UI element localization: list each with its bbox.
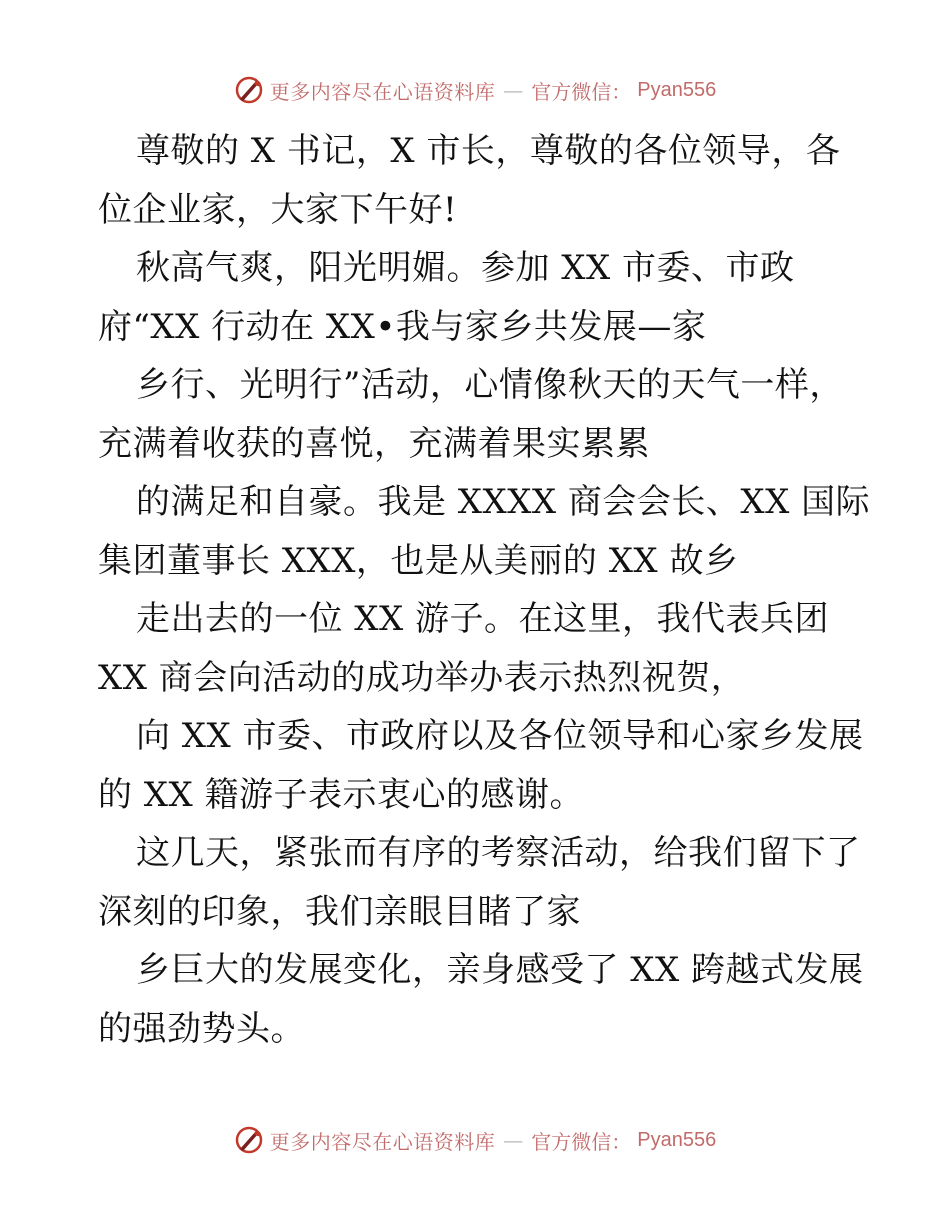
text-line: 尊敬的 X 书记，X 市长，尊敬的各位领导，各 xyxy=(136,131,841,171)
document-body xyxy=(98,122,871,1058)
text-line: 乡巨大的发展变化，亲身感受了 XX 跨越式发展 xyxy=(136,950,864,990)
banner-wechat-id: Pyan556 xyxy=(637,1128,717,1151)
banner-text: 更多内容尽在心语资料库 xyxy=(269,1129,496,1154)
text-line: 充满着收获的喜悦，充满着果实累累 xyxy=(98,423,650,464)
text-line: 乡行、光明行”活动，心情像秋天的天气一样， xyxy=(136,365,844,405)
text-line: 向 XX 市委、市政府以及各位领导和心家乡发展 xyxy=(136,716,864,756)
text-line: XX 商会向活动的成功举办表示热烈祝贺， xyxy=(98,657,746,698)
text-line: 的满足和自豪。我是 XXXX 商会会长、XX 国际 xyxy=(136,482,871,522)
banner-separator: — xyxy=(503,1128,524,1152)
header-banner xyxy=(0,70,950,110)
text-line: 秋高气爽，阳光明媚。参加 XX 市委、市政 xyxy=(136,248,795,288)
banner-separator: — xyxy=(503,78,524,102)
text-line: 府“XX 行动在 XX•我与家乡共发展—家 xyxy=(98,306,707,347)
text-line: 的 XX 籍游子表示衷心的感谢。 xyxy=(98,774,585,815)
banner-text: 更多内容尽在心语资料库 xyxy=(269,79,496,104)
text-line: 位企业家，大家下午好! xyxy=(98,189,458,230)
banner-wechat-label: 官方微信： xyxy=(531,79,632,104)
quill-logo-icon xyxy=(234,75,264,105)
text-line: 这几天，紧张而有序的考察活动，给我们留下了 xyxy=(136,833,861,873)
footer-banner xyxy=(0,1120,950,1160)
text-line: 集团董事长 XXX，也是从美丽的 XX 故乡 xyxy=(98,540,739,581)
banner-wechat-label: 官方微信： xyxy=(531,1129,632,1154)
text-line: 深刻的印象，我们亲眼目睹了家 xyxy=(98,891,581,932)
text-line: 的强劲势头。 xyxy=(98,1008,305,1049)
text-line: 走出去的一位 XX 游子。在这里，我代表兵团 xyxy=(136,599,830,639)
banner-wechat-id: Pyan556 xyxy=(637,78,717,101)
quill-logo-icon xyxy=(234,1125,264,1155)
